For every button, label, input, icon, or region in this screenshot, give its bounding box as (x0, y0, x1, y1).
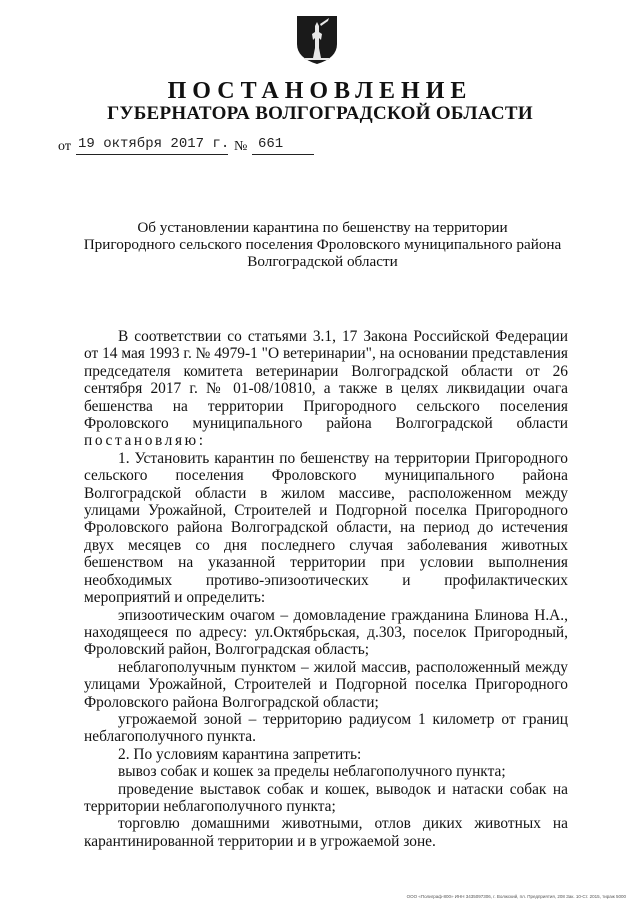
body-text-spaced: постановляю: (84, 432, 206, 450)
document-body (84, 328, 568, 850)
date-value: 19 октября 2017 г. (78, 136, 230, 152)
number-value: 661 (258, 136, 284, 152)
subject-line: Пригородного сельского поселения Фроловского муниципального района (83, 236, 562, 253)
body-paragraph: вывоз собак и кошек за пределы неблагополучного пункта; (118, 763, 506, 781)
body-paragraph: эпизоотическим очагом – домовладение гражданина Блинова Н.А., находящееся по адресу: ул.Октябрьская, д.303, поселок Пригородный, Фроловский район, Волгоградская область; (84, 606, 568, 659)
body-paragraph: неблагополучным пунктом – жилой массив, расположенный между улицами Урожайной, Строителей и Подгорной поселка Пригородного Фроловского района Волгоградской области; (84, 658, 568, 711)
document-title: ПОСТАНОВЛЕНИЕ (167, 78, 473, 104)
body-paragraph: 2. По условиям карантина запретить: (118, 745, 362, 763)
number-prefix: № (234, 139, 248, 154)
body-paragraph: угрожаемой зоной – территорию радиусом 1 километр от границ неблагополучного пункта. (84, 710, 568, 746)
subject-line: Об установлении карантина по бешенству на территории (137, 219, 508, 236)
body-text: В соответствии со статьями 3.1, 17 Закона Российской Федерации от 14 мая 1993 г. № 4979-1 "О ветеринарии", на основании представления председателя комитета ветеринарии Волгоградской области от 26 сентября 2017 г. № 01-08/10810, а также в целях ликвидации очага бешенства на территории Пригородного сельского поселения Фроловского муниципального района Волгоградской области (84, 328, 568, 433)
document-subtitle: ГУБЕРНАТОРА ВОЛГОГРАДСКОЙ ОБЛАСТИ (107, 103, 533, 124)
date-underline (76, 153, 228, 155)
document-subject (80, 219, 565, 270)
body-paragraph: проведение выставок собак и кошек, выводок и натаски собак на территории неблагополучного пункта; (84, 780, 568, 815)
body-paragraph (84, 328, 568, 450)
print-note: ООО «Полиграф-800» ИНН 3435097306, г. Волжский, пл. Предприятия, 208 Зак. 10-Ст. 2015, тираж 5000 (406, 894, 626, 899)
subject-line: Волгоградской области (247, 253, 398, 270)
body-paragraph: 1. Установить карантин по бешенству на территории Пригородного сельского поселения Фроловского муниципального района Волгоградской области в жилом массиве, расположенном между улицами Урожайной, Строителей и Подгорной поселка Пригородного Фроловского района Волгоградской области, на период до истечения двух месяцев со дня последнего случая заболевания животных бешенством на указанной территории при условии выполнения необходимых противо-эпизоотических и профилактических мероприятий и определить: (84, 449, 568, 607)
coat-of-arms-icon (295, 14, 339, 66)
body-paragraph: торговлю домашними животными, отлов диких животных на карантинированной территории и в угрожаемой зоне. (84, 815, 568, 850)
date-prefix: от (58, 139, 71, 154)
number-underline (252, 153, 314, 155)
